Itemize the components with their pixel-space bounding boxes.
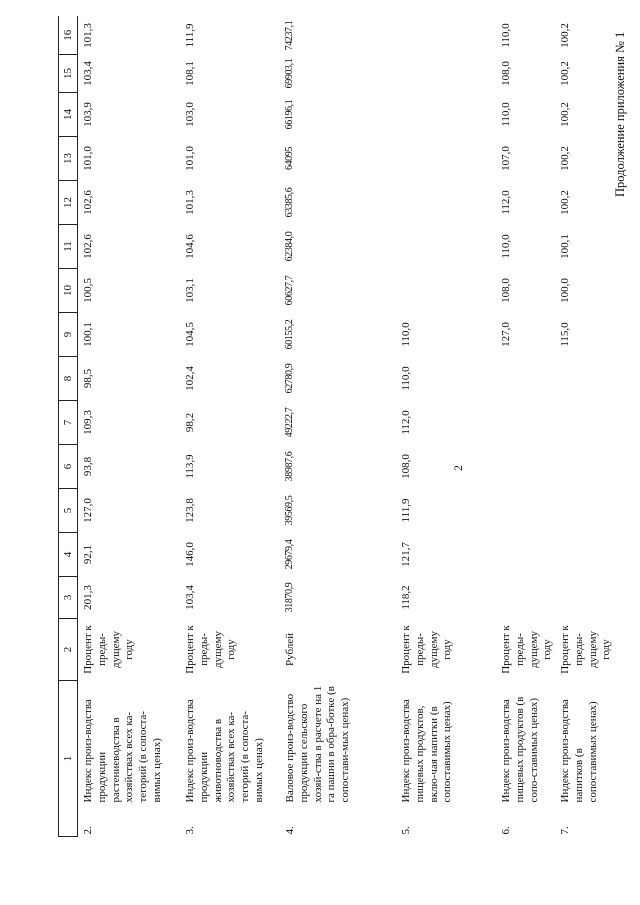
value-cell: 98,5: [82, 368, 94, 389]
value-cell: 100,2: [559, 190, 571, 215]
value-cell: 63385,6: [284, 187, 295, 218]
value-cell: 110,0: [500, 102, 512, 127]
table-row: [180, 17, 280, 837]
value-cell: 118,2: [400, 585, 412, 610]
value-cell: 111,9: [400, 498, 412, 523]
col-header: 16: [59, 17, 78, 55]
value-cell: 31870,9: [284, 582, 295, 613]
value-cell: 107,0: [500, 146, 512, 171]
unit: Процент к преды-дущему году: [500, 625, 554, 674]
value-cell: [555, 489, 640, 533]
value-cell: 102,4: [184, 366, 196, 391]
value-cell: 110,0: [400, 322, 412, 347]
value-cell: [396, 93, 496, 137]
value-cell: 103,4: [82, 61, 94, 86]
value-cell: 111,9: [184, 23, 196, 48]
col-header: 14: [59, 93, 78, 137]
value-cell: 123,8: [184, 498, 196, 523]
value-cell: 108,0: [500, 61, 512, 86]
value-cell: 103,1: [184, 278, 196, 303]
col-header: 11: [59, 225, 78, 269]
value-cell: 104,6: [184, 234, 196, 259]
col-header: 5: [59, 489, 78, 533]
value-cell: [555, 401, 640, 445]
value-cell: 92,1: [82, 544, 94, 565]
value-cell: 100,2: [559, 102, 571, 127]
indicator-name: Индекс произ-водства пищевых продуктов, вклю-чая напитки (в сопоставимых ценах): [400, 699, 454, 803]
row-number: 4.: [284, 826, 296, 835]
col-header: 13: [59, 137, 78, 181]
value-cell: [396, 137, 496, 181]
col-header: 10: [59, 269, 78, 313]
value-cell: [496, 489, 555, 533]
col-header: 12: [59, 181, 78, 225]
value-cell: [496, 533, 555, 577]
value-cell: 64095: [284, 147, 295, 171]
value-cell: 103,4: [184, 585, 196, 610]
value-cell: 66196,1: [284, 99, 295, 130]
value-cell: 113,9: [184, 454, 196, 479]
value-cell: 101,3: [184, 190, 196, 215]
value-cell: 127,0: [82, 498, 94, 523]
value-cell: 101,0: [82, 146, 94, 171]
value-cell: 112,0: [400, 410, 412, 435]
value-cell: 108,0: [500, 278, 512, 303]
value-cell: 62384,0: [284, 231, 295, 262]
appendix-label: Продолжение приложения № 1: [613, 31, 627, 197]
value-cell: 112,0: [500, 190, 512, 215]
value-cell: [496, 445, 555, 489]
value-cell: [555, 533, 640, 577]
unit: Процент к преды-дущему году: [184, 625, 238, 674]
value-cell: [555, 445, 640, 489]
table-row: [496, 17, 555, 837]
row-number: 6.: [500, 826, 512, 835]
value-cell: 115,0: [559, 322, 571, 347]
value-cell: 100,1: [559, 234, 571, 259]
value-cell: 100,1: [82, 322, 94, 347]
value-cell: 29679,4: [284, 539, 295, 570]
value-cell: [555, 357, 640, 401]
value-cell: 103,9: [82, 102, 94, 127]
value-cell: 102,6: [82, 234, 94, 259]
value-cell: [396, 269, 496, 313]
value-cell: 74237,1: [284, 20, 295, 51]
col-header: 4: [59, 533, 78, 577]
value-cell: 100,2: [559, 61, 571, 86]
value-cell: 108,0: [400, 454, 412, 479]
value-cell: 101,3: [82, 23, 94, 48]
col-header: 2: [59, 619, 78, 681]
table-row: [280, 17, 396, 837]
value-cell: 62780,9: [284, 363, 295, 394]
col-header: 6: [59, 445, 78, 489]
value-cell: 49222,7: [284, 407, 295, 438]
value-cell: 146,0: [184, 542, 196, 567]
value-cell: 69903,1: [284, 58, 295, 89]
unit: Процент к преды-дущему году: [82, 625, 136, 674]
row-number: 7.: [559, 826, 571, 835]
value-cell: 102,6: [82, 190, 94, 215]
col-header: 7: [59, 401, 78, 445]
row-number: 3.: [184, 826, 196, 835]
value-cell: 110,0: [400, 366, 412, 391]
unit: Процент к преды-дущему году: [400, 625, 454, 674]
indicator-name: Индекс произ-водства продукции растениеводства в хозяйствах всех ка-тегорий (в сопоста-вимых ценах): [82, 699, 163, 803]
row-number: 2.: [82, 826, 94, 835]
value-cell: [555, 577, 640, 619]
value-cell: [496, 577, 555, 619]
indicator-name: Индекс произ-водства продукции животноводства в хозяйствах всех ка-тегорий (в сопоста-вимых ценах): [184, 699, 265, 803]
row-number: 5.: [400, 826, 412, 835]
unit: Рублей: [284, 632, 296, 667]
value-cell: 121,7: [400, 542, 412, 567]
value-cell: 60155,2: [284, 319, 295, 350]
value-cell: [396, 17, 496, 55]
table-row: [78, 17, 181, 837]
value-cell: 93,8: [82, 456, 94, 477]
table-row: [396, 17, 496, 837]
value-cell: 100,2: [559, 23, 571, 48]
indicator-name: Валовое произ-водство продукции сельского хозяй-ства в расчете на 1 га пашни в обра-ботке (в сопостави-мых ценах): [284, 685, 351, 803]
col-header: 3: [59, 577, 78, 619]
value-cell: 109,3: [82, 410, 94, 435]
value-cell: [496, 357, 555, 401]
header-row: [59, 17, 78, 837]
value-cell: 103,0: [184, 102, 196, 127]
value-cell: 39569,5: [284, 495, 295, 526]
value-cell: 110,0: [500, 234, 512, 259]
value-cell: 101,0: [184, 146, 196, 171]
value-cell: 127,0: [500, 322, 512, 347]
value-cell: 201,3: [82, 585, 94, 610]
value-cell: 104,5: [184, 322, 196, 347]
col-header: 1: [59, 681, 78, 837]
col-header: 9: [59, 313, 78, 357]
value-cell: [496, 401, 555, 445]
unit: Процент к преды-дущему году: [559, 625, 613, 674]
value-cell: 100,5: [82, 278, 94, 303]
value-cell: 38987,6: [284, 451, 295, 482]
value-cell: 60627,7: [284, 275, 295, 306]
page-number: 2: [451, 465, 465, 471]
value-cell: [396, 55, 496, 93]
col-header: 8: [59, 357, 78, 401]
value-cell: 110,0: [500, 23, 512, 48]
col-header: 15: [59, 55, 78, 93]
value-cell: 108,1: [184, 61, 196, 86]
value-cell: 100,2: [559, 146, 571, 171]
table-row: [555, 17, 640, 837]
indicator-name: Индекс произ-водства пищевых продуктов (в сопо-ставимых ценах): [500, 696, 540, 803]
value-cell: [396, 225, 496, 269]
indicator-name: Индекс произ-водства напитков (в сопоставимых ценах): [559, 699, 599, 803]
indicators-table: [58, 17, 640, 838]
value-cell: 98,2: [184, 412, 196, 433]
value-cell: 100,0: [559, 278, 571, 303]
value-cell: [396, 181, 496, 225]
